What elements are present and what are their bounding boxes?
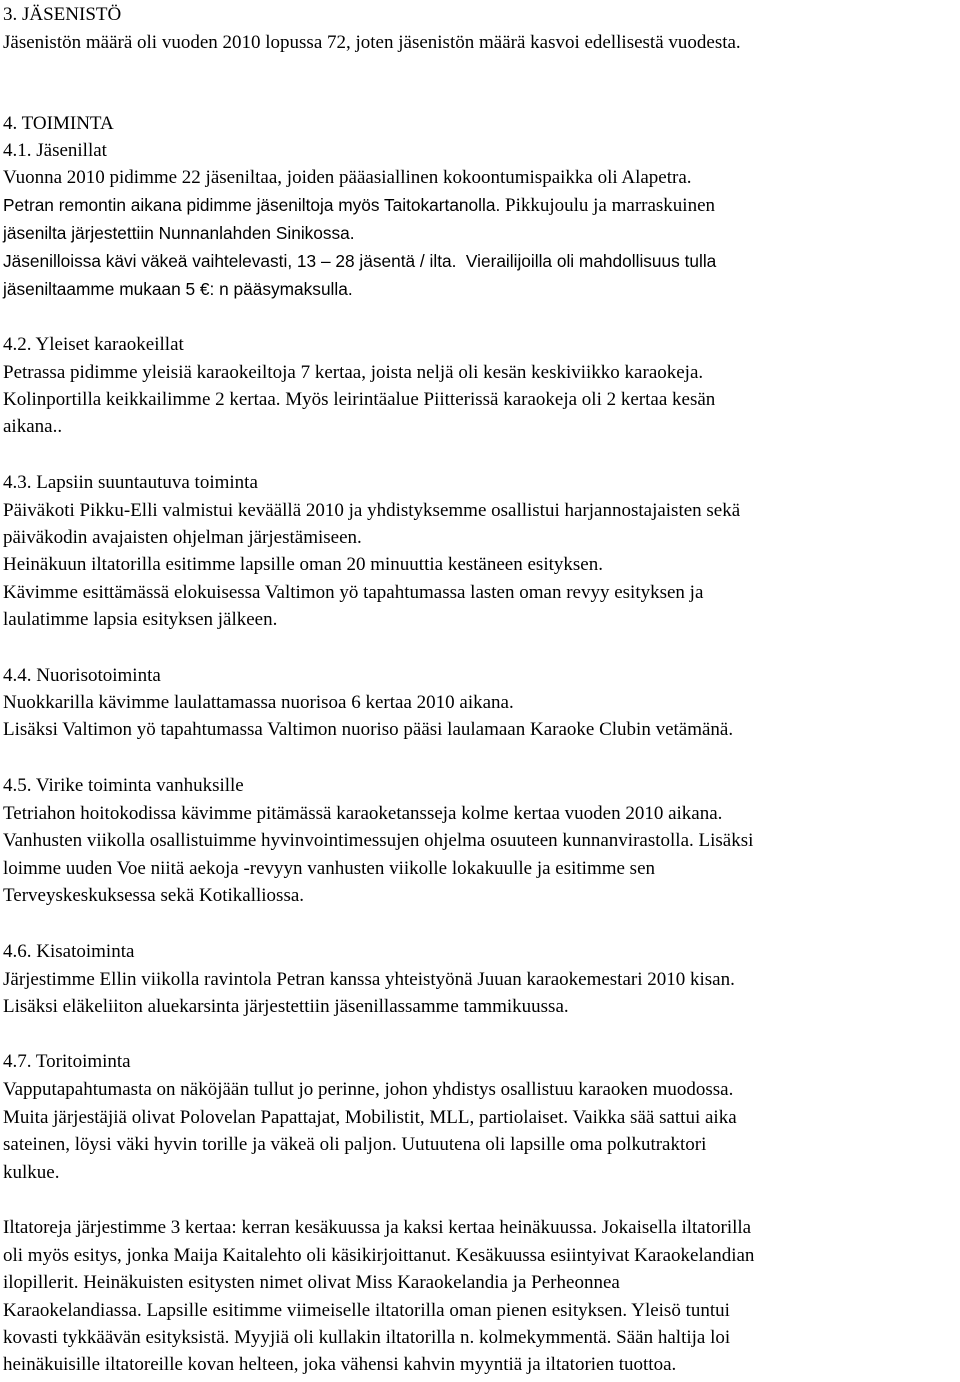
section-3-heading: 3. JÄSENISTÖ (3, 4, 122, 25)
section-4-7-paragraph-2-line: Karaokelandiassa. Lapsille esitimme viimeiselle iltatorilla oman pienen esityksen. Yleisö tuntui (3, 1300, 730, 1321)
section-4-1-line-mixed (3, 194, 715, 217)
section-4-4-line: Nuokkarilla kävimme laulattamassa nuorisoa 6 kertaa 2010 aikana. (3, 692, 514, 713)
section-4-2-line: aikana.. (3, 416, 63, 437)
section-4-7-paragraph-2-line: Iltatoreja järjestimme 3 kertaa: kerran kesäkuussa ja kaksi kertaa heinäkuussa. Jokaisella iltatorilla (3, 1217, 752, 1238)
section-4-6-line: Järjestimme Ellin viikolla ravintola Petran kanssa yhteistyönä Juuan karaokemestari 2010 kisan. (3, 969, 735, 990)
section-4-2-line: Petrassa pidimme yleisiä karaokeiltoja 7 kertaa, joista neljä oli kesän keskiviikko karaokeja. (3, 362, 704, 383)
section-4-7-line: Muita järjestäjiä olivat Polovelan Papattajat, Mobilistit, MLL, partiolaiset. Vaikka sää sattui aika (3, 1107, 737, 1128)
section-4-3-line: Päiväkoti Pikku-Elli valmistui keväällä 2010 ja yhdistyksemme osallistui harjannostajaisten sekä (3, 500, 741, 521)
section-4-3-heading: 4.3. Lapsiin suuntautuva toiminta (3, 472, 258, 493)
section-4-1-line-sans-part: Jäsenilloissa kävi väkeä vaihtelevasti, 13 – 28 jäsentä / ilta. (3, 251, 457, 271)
section-4-7-line: kulkue. (3, 1162, 60, 1183)
section-4-3-line: Kävimme esittämässä elokuisessa Valtimon yö tapahtumassa lasten oman revyy esityksen ja (3, 582, 704, 603)
section-4-5-line: Vanhusten viikolla osallistuimme hyvinvointimessujen ohjelma osuuteen kunnanvirastolla. Lisäksi (3, 830, 754, 851)
section-4-4-heading: 4.4. Nuorisotoiminta (3, 665, 161, 686)
section-4-6-heading: 4.6. Kisatoiminta (3, 941, 135, 962)
section-4-7-heading: 4.7. Toritoiminta (3, 1051, 131, 1072)
section-4-7-line: Vapputapahtumasta on näköjään tullut jo perinne, johon yhdistys osallistuu karaoken muodossa. (3, 1079, 734, 1100)
section-4-7-paragraph-2-line: oli myös esitys, jonka Maija Kaitalehto oli käsikirjoittanut. Kesäkuussa esiintyivat Karaokelandian (3, 1245, 755, 1266)
section-4-7-paragraph-2-line: kovasti tykkäävän esityksistä. Myyjiä oli kullakin iltatorilla n. kolmekymmentä. Sään haltija loi (3, 1327, 731, 1348)
section-4-1-line: Vuonna 2010 pidimme 22 jäseniltaa, joiden pääasiallinen kokoontumispaikka oli Alapetra. (3, 167, 692, 188)
section-4-5-line: loimme uuden Voe niitä aekoja -revyyn vanhusten viikolle lokakuulle ja esitimme sen (3, 858, 656, 879)
section-4-5-heading: 4.5. Virike toiminta vanhuksille (3, 775, 244, 796)
section-4-5-line: Tetriahon hoitokodissa kävimme pitämässä karaoketansseja kolme kertaa vuoden 2010 aikana. (3, 803, 723, 824)
section-4-1-line-serif-part: Pikkujoulu ja marraskuinen (500, 195, 716, 216)
section-4-1-line: jäsenilta järjestettiin Nunnanlahden Sinikossa. (3, 223, 355, 243)
section-4-7-paragraph-2-line: ilopillerit. Heinäkuisten esitysten nimet olivat Miss Karaokelandia ja Perheonnea (3, 1272, 620, 1293)
section-4-2-line: Kolinportilla keikkailimme 2 kertaa. Myös leirintäalue Piitterissä karaokeja oli 2 kertaa kesän (3, 389, 716, 410)
section-4-2-heading: 4.2. Yleiset karaokeillat (3, 334, 184, 355)
section-4-4-line: Lisäksi Valtimon yö tapahtumassa Valtimon nuoriso pääsi laulamaan Karaoke Clubin vetämänä. (3, 719, 734, 740)
section-4-1-line-mixed (3, 250, 716, 273)
section-4-3-line: Heinäkuun iltatorilla esitimme lapsille oman 20 minuuttia kestäneen esityksen. (3, 554, 603, 575)
section-4-1-line-sans-part: Petran remontin aikana pidimme jäseniltoja myös Taitokartanolla. (3, 195, 501, 215)
section-4-1-line-sans-part: Vierailijoilla oli mahdollisuus tulla (465, 251, 717, 271)
section-3-paragraph: Jäsenistön määrä oli vuoden 2010 lopussa 72, joten jäsenistön määrä kasvoi edellisestä vuodesta. (3, 32, 741, 53)
section-4-6-line: Lisäksi eläkeliiton aluekarsinta järjestettiin jäsenillassamme tammikuussa. (3, 996, 569, 1017)
section-4-heading: 4. TOIMINTA (3, 113, 114, 134)
section-4-1-heading: 4.1. Jäsenillat (3, 140, 107, 161)
section-4-7-line: sateinen, löysi väki hyvin torille ja väkeä oli paljon. Uutuutena oli lapsille oma polkutraktori (3, 1134, 707, 1155)
section-4-1-line: jäseniltaamme mukaan 5 €: n pääsymaksulla. (3, 279, 353, 299)
section-4-7-paragraph-2-line: heinäkuisille iltatoreille kovan helteen, joka vähensi kahvin myyntiä ja iltatorien tuottoa. (3, 1354, 677, 1375)
section-4-3-line: laulatimme lapsia esityksen jälkeen. (3, 609, 278, 630)
section-4-5-line: Terveyskeskuksessa sekä Kotikalliossa. (3, 885, 305, 906)
section-4-3-line: päiväkodin avajaisten ohjelman järjestämiseen. (3, 527, 362, 548)
